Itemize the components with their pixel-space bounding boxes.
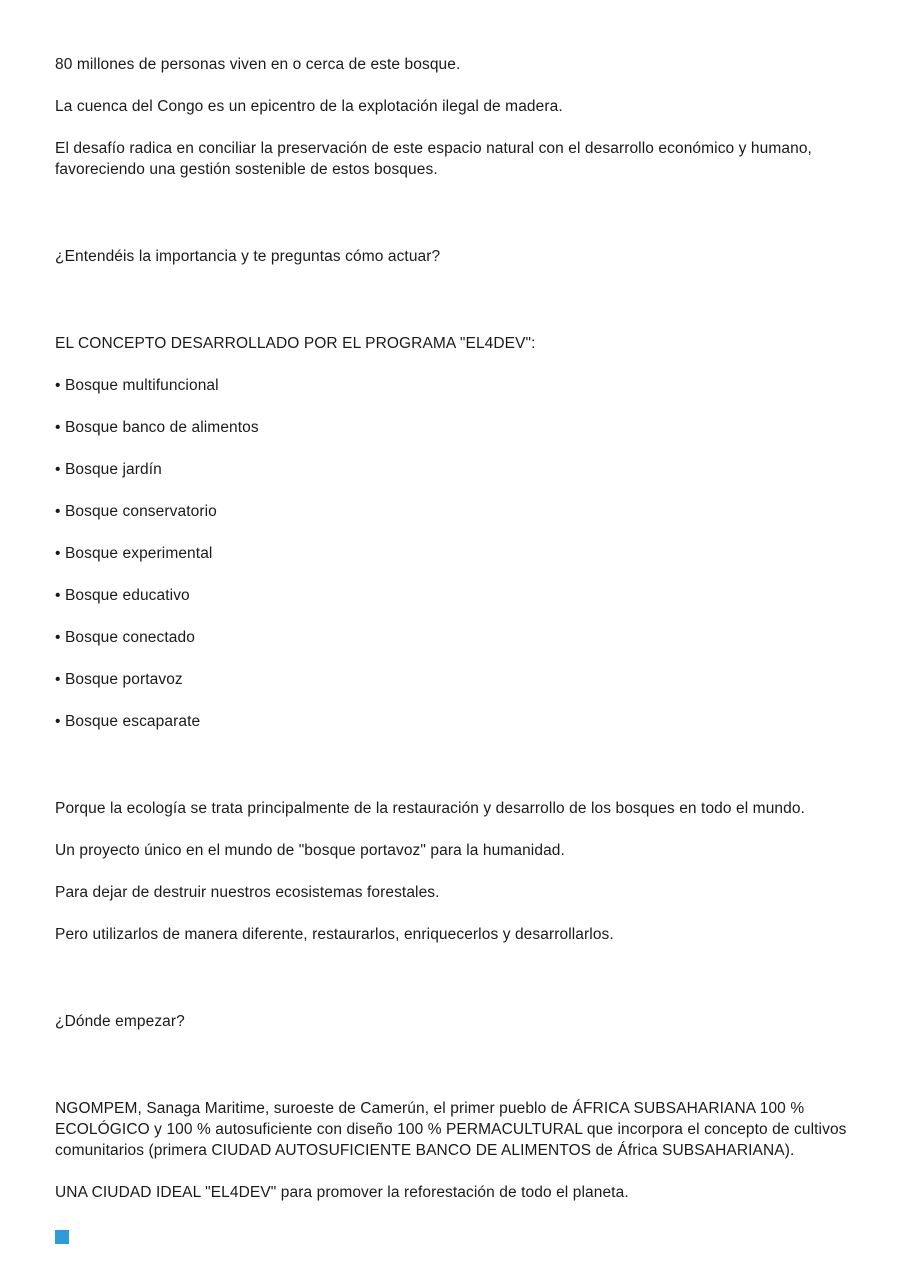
bullet-icon: • [55,461,65,478]
paragraph [55,798,857,819]
paragraph [55,333,857,354]
bullet-icon: • [55,587,65,604]
text-line: Bosque portavoz [64,671,183,688]
paragraph [55,1182,857,1203]
paragraph [55,924,857,945]
paragraph [55,1011,857,1032]
text-line: ¿Dónde empezar? [55,1013,185,1030]
text-line: favoreciendo una gestión sostenible de estos bosques. [55,161,438,178]
text-line: UNA CIUDAD IDEAL "EL4DEV" para promover la reforestación de todo el planeta. [55,1184,629,1201]
bullet-icon: • [55,419,65,436]
text-line: Porque la ecología se trata principalmente de la restauración y desarrollo de los bosques en todo el mundo. [55,800,805,817]
bullet-icon: • [55,713,65,730]
text-line: Bosque escaparate [64,713,201,730]
bullet-item [55,501,857,522]
bullet-item [55,669,857,690]
text-line: Bosque conectado [64,629,195,646]
page-corner-marker [55,1230,69,1244]
document-text-body [55,54,857,1203]
bullet-item [55,627,857,648]
paragraph [55,246,857,267]
text-line: EL CONCEPTO DESARROLLADO POR EL PROGRAMA "EL4DEV": [55,335,536,352]
text-line: La cuenca del Congo es un epicentro de la explotación ilegal de madera. [55,98,563,115]
bullet-item [55,585,857,606]
text-line: NGOMPEM, Sanaga Maritime, suroeste de Camerún, el primer pueblo de ÁFRICA SUBSAHARIANA 100 % [55,1100,805,1117]
text-line: ¿Entendéis la importancia y te preguntas cómo actuar? [55,248,441,265]
bullet-icon: • [55,629,65,646]
paragraph [55,840,857,861]
bullet-item [55,459,857,480]
bullet-item [55,375,857,396]
bullet-icon: • [55,503,65,520]
text-line: Un proyecto único en el mundo de "bosque portavoz" para la humanidad. [55,842,565,859]
text-line: 80 millones de personas viven en o cerca de este bosque. [55,56,461,73]
bullet-icon: • [55,671,65,688]
paragraph [55,138,857,180]
bullet-item [55,711,857,732]
text-line: Bosque banco de alimentos [64,419,259,436]
bullet-icon: • [55,545,65,562]
text-line: Bosque multifuncional [64,377,219,394]
text-line: Bosque experimental [64,545,213,562]
bullet-item [55,543,857,564]
text-line: Bosque jardín [64,461,162,478]
paragraph [55,54,857,75]
text-line: Bosque conservatorio [64,503,217,520]
text-line: El desafío radica en conciliar la preservación de este espacio natural con el desarrollo económico y humano, [55,140,812,157]
text-line: ECOLÓGICO y 100 % autosuficiente con diseño 100 % PERMACULTURAL que incorpora el concepto de cultivos [55,1121,847,1138]
text-line: Para dejar de destruir nuestros ecosistemas forestales. [55,884,440,901]
paragraph [55,882,857,903]
paragraph [55,96,857,117]
text-line: Bosque educativo [64,587,190,604]
text-line: Pero utilizarlos de manera diferente, restaurarlos, enriquecerlos y desarrollarlos. [55,926,614,943]
bullet-item [55,417,857,438]
paragraph [55,1098,857,1161]
text-line: comunitarios (primera CIUDAD AUTOSUFICIENTE BANCO DE ALIMENTOS de África SUBSAHARIANA). [55,1142,795,1159]
bullet-icon: • [55,377,65,394]
